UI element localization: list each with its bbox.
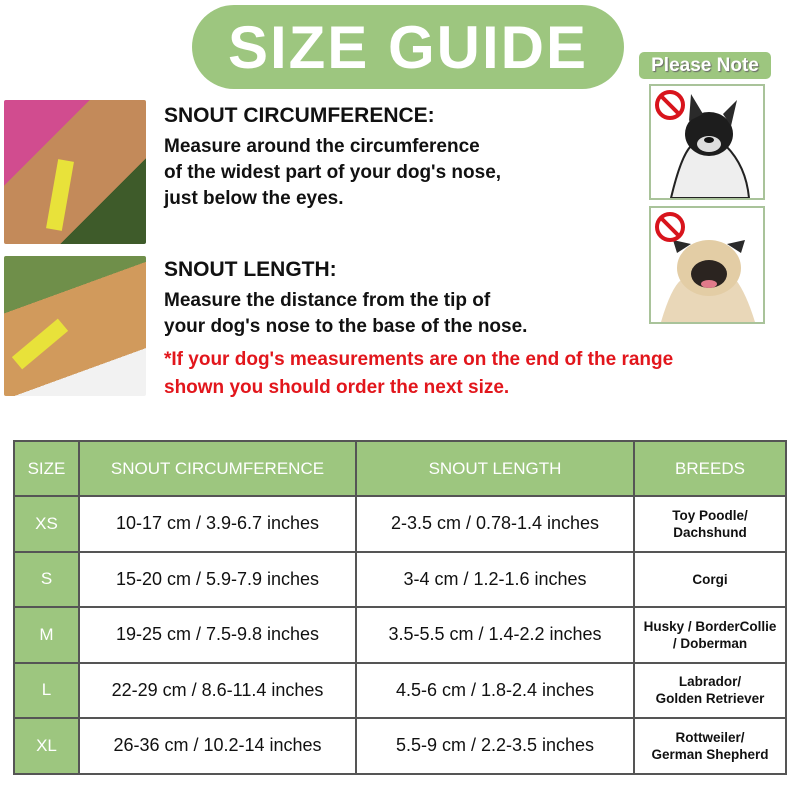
size-warning	[164, 346, 673, 402]
size-cell: XS	[14, 496, 79, 552]
circumference-line: Measure around the circumference	[164, 136, 480, 157]
prohibited-icon	[655, 90, 685, 120]
circumference-cell: 15-20 cm / 5.9-7.9 inches	[79, 552, 356, 608]
tape-measure-icon	[46, 159, 74, 231]
size-cell: M	[14, 607, 79, 663]
warning-line: *If your dog's measurements are on the end of the range	[164, 349, 674, 370]
breeds-cell	[634, 663, 786, 719]
breed-line: Husky / BorderCollie	[643, 618, 777, 634]
header-length: SNOUT LENGTH	[356, 441, 634, 496]
breed-line: Toy Poodle/	[672, 507, 748, 523]
length-cell: 5.5-9 cm / 2.2-3.5 inches	[356, 718, 634, 774]
table-row	[14, 496, 786, 552]
pug-not-suitable-image	[649, 206, 765, 324]
please-note-badge: Please Note	[639, 52, 771, 79]
table-row	[14, 607, 786, 663]
measuring-circumference-photo	[4, 100, 146, 244]
breed-line: Dachshund	[673, 524, 747, 540]
circumference-line: just below the eyes.	[164, 188, 344, 209]
size-cell: S	[14, 552, 79, 608]
size-table	[13, 440, 787, 775]
breeds-cell	[634, 496, 786, 552]
breeds-cell	[634, 718, 786, 774]
circumference-section	[164, 104, 501, 212]
circumference-cell: 26-36 cm / 10.2-14 inches	[79, 718, 356, 774]
length-cell: 3.5-5.5 cm / 1.4-2.2 inches	[356, 607, 634, 663]
breed-line: Rottweiler/	[675, 729, 745, 745]
length-cell: 3-4 cm / 1.2-1.6 inches	[356, 552, 634, 608]
header-circumference: SNOUT CIRCUMFERENCE	[79, 441, 356, 496]
warning-line: shown you should order the next size.	[164, 377, 510, 398]
circumference-cell: 19-25 cm / 7.5-9.8 inches	[79, 607, 356, 663]
length-line: your dog's nose to the base of the nose.	[164, 316, 528, 337]
table-row	[14, 552, 786, 608]
breed-line: Corgi	[692, 571, 728, 587]
table-row	[14, 718, 786, 774]
length-line: Measure the distance from the tip of	[164, 290, 491, 311]
breed-line: German Shepherd	[651, 746, 769, 762]
tape-measure-icon	[12, 319, 68, 370]
french-bulldog-not-suitable-image	[649, 84, 765, 200]
length-section	[164, 258, 527, 340]
header-size: SIZE	[14, 441, 79, 496]
prohibited-icon	[655, 212, 685, 242]
breeds-cell	[634, 552, 786, 608]
size-guide-title: SIZE GUIDE	[192, 5, 624, 89]
length-cell: 4.5-6 cm / 1.8-2.4 inches	[356, 663, 634, 719]
size-cell: XL	[14, 718, 79, 774]
breed-line: / Doberman	[672, 635, 748, 651]
circumference-cell: 22-29 cm / 8.6-11.4 inches	[79, 663, 356, 719]
measuring-length-photo	[4, 256, 146, 396]
header-breeds: BREEDS	[634, 441, 786, 496]
circumference-line: of the widest part of your dog's nose,	[164, 162, 502, 183]
length-heading: SNOUT LENGTH:	[164, 258, 337, 281]
breed-line: Golden Retriever	[655, 691, 765, 707]
table-header-row	[14, 441, 786, 496]
breed-line: Labrador/	[678, 674, 742, 690]
circumference-cell: 10-17 cm / 3.9-6.7 inches	[79, 496, 356, 552]
table-row	[14, 663, 786, 719]
circumference-heading: SNOUT CIRCUMFERENCE:	[164, 104, 435, 127]
length-cell: 2-3.5 cm / 0.78-1.4 inches	[356, 496, 634, 552]
breeds-cell	[634, 607, 786, 663]
size-cell: L	[14, 663, 79, 719]
